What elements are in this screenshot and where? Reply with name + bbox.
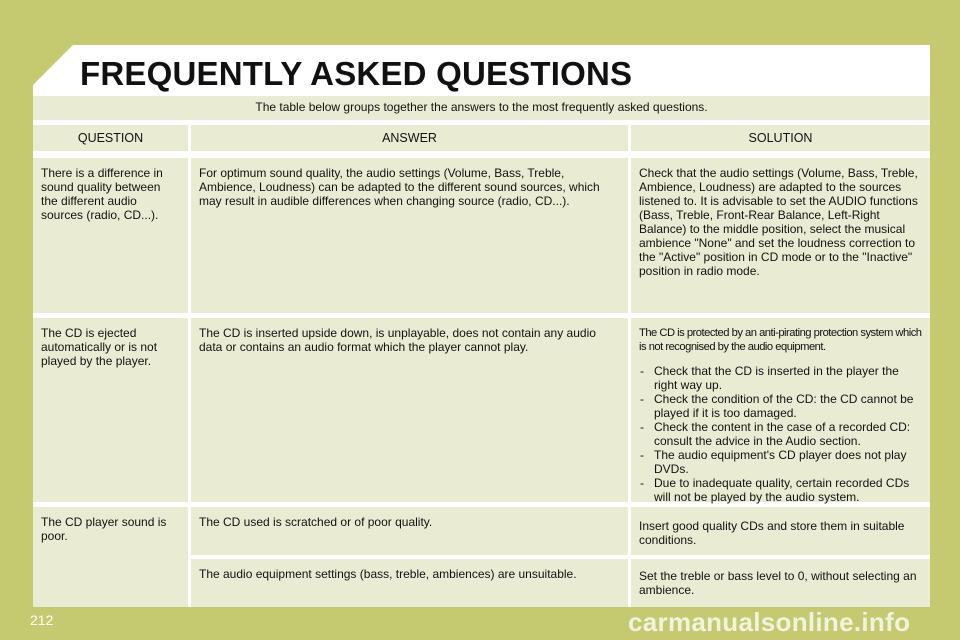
faq-page bbox=[33, 45, 930, 607]
intro-text: The table below groups together the answers to the most frequently asked questions. bbox=[255, 100, 708, 114]
list-item: - Due to inadequate quality, certain recorded CDs will not be played by the audio system. bbox=[639, 476, 922, 504]
row-3a-solution bbox=[631, 507, 930, 555]
row-3b-answer bbox=[191, 559, 628, 607]
list-item: - Check that the CD is inserted in the player the right way up. bbox=[639, 364, 922, 392]
header-solution: SOLUTION bbox=[631, 125, 930, 151]
page-number: 212 bbox=[30, 612, 54, 628]
header-question: QUESTION bbox=[33, 125, 188, 151]
header-answer: ANSWER bbox=[191, 125, 628, 151]
watermark: carmanualsonline.info bbox=[628, 607, 911, 637]
row-3b-solution-text: Set the treble or bass level to 0, without selecting an ambience. bbox=[639, 569, 917, 597]
row-1-answer bbox=[191, 158, 628, 313]
row-3-question bbox=[33, 507, 188, 607]
list-item: - Check the condition of the CD: the CD cannot be played if it is too damaged. bbox=[639, 392, 922, 420]
row-1-answer-text: For optimum sound quality, the audio settings (Volume, Bass, Treble, Ambience, Loudness) can be adapted to the different sound sources, which may result in audible differences when changing source (radio, CD...). bbox=[199, 166, 600, 208]
row-2-question bbox=[33, 318, 188, 502]
row-2-solution-condition: The CD is protected by an anti-pirating protection system which is not recognised by the audio equipment. bbox=[639, 327, 922, 353]
row-2-question-text: The CD is ejected automatically or is not played by the player. bbox=[41, 326, 158, 368]
list-item: - Check the content in the case of a recorded CD: consult the advice in the Audio section. bbox=[639, 420, 922, 448]
row-1-solution bbox=[631, 158, 930, 313]
row-2-answer-text: The CD is inserted upside down, is unplayable, does not contain any audio data or contains an audio format which the player cannot play. bbox=[199, 326, 596, 354]
row-3a-answer bbox=[191, 507, 628, 555]
row-3b-answer-text: The audio equipment settings (bass, treble, ambiences) are unsuitable. bbox=[199, 567, 577, 581]
list-item: - The audio equipment's CD player does not play DVDs. bbox=[639, 448, 922, 476]
row-1-solution-text: Check that the audio settings (Volume, Bass, Treble, Ambience, Loudness) are adapted to the sources listened to. It is advisable to set the AUDIO functions (Bass, Treble, Front-Rear Balance, Left-Right Balance) to the middle position, select the musical ambience "None" and set the loudness correction to the "Active" position in CD mode or to the "Inactive" position in radio mode. bbox=[639, 166, 918, 278]
row-3a-solution-text: Insert good quality CDs and store them in suitable conditions. bbox=[639, 519, 905, 547]
row-1-question-text: There is a difference in sound quality between the different audio sources (radio, CD...). bbox=[41, 166, 163, 222]
row-3a-answer-text: The CD used is scratched or of poor quality. bbox=[199, 515, 433, 529]
row-2-solution bbox=[631, 318, 930, 502]
row-2-answer bbox=[191, 318, 628, 502]
page-title: FREQUENTLY ASKED QUESTIONS bbox=[80, 55, 633, 92]
row-3b-solution bbox=[631, 559, 930, 607]
row-3-question-text: The CD player sound is poor. bbox=[41, 515, 167, 543]
page-corner-fold bbox=[32, 44, 74, 86]
row-1-question bbox=[33, 158, 188, 313]
row-2-solution-list bbox=[639, 364, 922, 504]
